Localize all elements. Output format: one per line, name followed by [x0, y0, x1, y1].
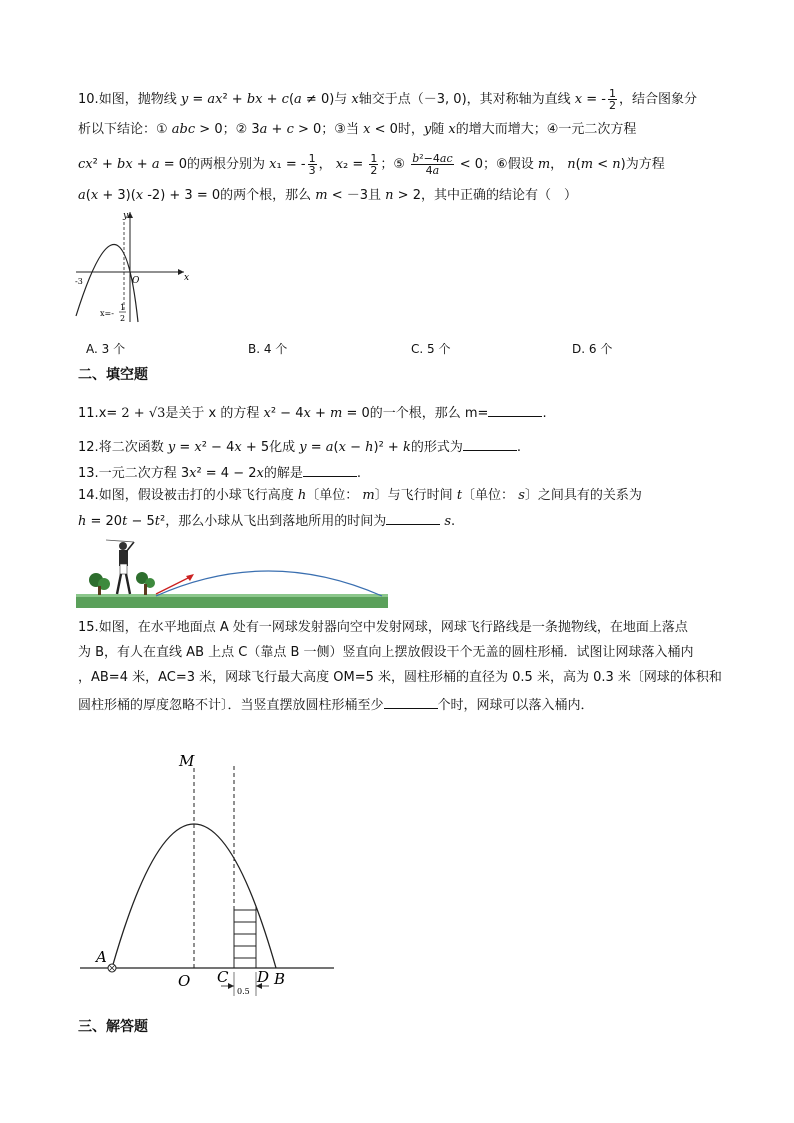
- q14-answer-blank[interactable]: [386, 512, 440, 525]
- label-B: B: [274, 970, 286, 988]
- q10-option-a[interactable]: A. 3 个: [86, 342, 126, 356]
- svg-text:1: 1: [120, 303, 126, 312]
- q10-origin-label: O: [132, 276, 140, 286]
- q10-line-4: a(x + 3)(x -2) + 3 = 0的两个根，那么 m < －3且 n > 2，其中正确的结论有（ ）: [78, 188, 577, 203]
- q10-line-3: cx² + bx + a = 0的两根分别为 x₁ = - $\frac{1}{3}$ ， x₂ = $\frac{1}{2}$ ；⑤ $\frac{\text{b²−4ac}}{4a}$ < 0；⑥假设 m， n(m < n)为方程: [78, 152, 665, 177]
- bucket-stack: [234, 910, 256, 968]
- q15-line-4: 圆柱形桶的厚度忽略不计〕．当竖直摆放圆柱形桶至少 个时，网球可以落入桶内．: [78, 698, 594, 713]
- section-3-title: 三、解答题: [78, 1019, 148, 1035]
- tree-icon: [136, 572, 155, 595]
- q10-line-2: 析以下结论：① abc > 0；② 3a + c > 0；③当 x < 0时，y随 x的增大而增大；④一元二次方程: [78, 122, 637, 137]
- q10-x-axis-label: x: [184, 273, 190, 283]
- q13-text: 13.一元二次方程 3x² = 4 − 2x的解是 .: [78, 466, 362, 481]
- q10-axis-of-symmetry-label: x=-: [100, 309, 114, 318]
- q10-root-label: -3: [75, 277, 83, 286]
- q10-option-d[interactable]: D. 6 个: [572, 342, 613, 356]
- label-width: 0.5: [237, 987, 250, 996]
- q11-text: 11.x= 2 + √3是关于 x 的方程 x² − 4x + m = 0的一个根，那么 m= .: [78, 406, 547, 421]
- q15-line-2: 为 B，有人在直线 AB 上点 C（靠点 B 一侧）竖直向上摆放假设干个无盖的圆柱形桶．试图让网球落入桶内: [78, 645, 694, 660]
- golfer-icon: [106, 540, 134, 594]
- q15-line-3: ，AB=4 米，AC=3 米，网球飞行最大高度 OM=5 米，圆柱形桶的直径为 0.5 米，高为 0.3 米〔网球的体积和: [78, 670, 722, 685]
- q12-text: 12.将二次函数 y = x² − 4x + 5化成 y = a(x − h)² + k的形式为 .: [78, 440, 522, 455]
- q13-answer-blank[interactable]: [303, 464, 357, 477]
- q11-answer-blank[interactable]: [488, 404, 542, 417]
- label-M: M: [179, 752, 195, 770]
- q10-y-axis-label: y: [123, 211, 129, 221]
- q15-parabola-figure: [76, 746, 338, 1000]
- q14-line-1: 14.如图，假设被击打的小球飞行高度 h〔单位： m〕与飞行时间 t〔单位： s〕之间具有的关系为: [78, 488, 642, 503]
- q10-option-c[interactable]: C. 5 个: [411, 342, 451, 356]
- q15-answer-blank[interactable]: [384, 696, 438, 709]
- q10-parabola-graph: [72, 208, 197, 328]
- tree-icon: [89, 573, 110, 595]
- q10-option-b[interactable]: B. 4 个: [248, 342, 288, 356]
- q10-line-1: 10.如图，抛物线 y = ax² + bx + c(a ≠ 0)与 x轴交于点（－3, 0)，其对称轴为直线 x = - $\frac{1}{2}$ ，结合图象分: [78, 87, 697, 112]
- q14-line-2: h = 20t − 5t²，那么小球从飞出到落地所用的时间为 s.: [78, 514, 456, 529]
- section-2-title: 二、填空题: [78, 367, 148, 383]
- svg-text:2: 2: [120, 314, 126, 323]
- label-C: C: [217, 968, 229, 986]
- label-D: D: [257, 968, 270, 986]
- q14-golf-figure: [76, 538, 388, 610]
- label-O: O: [178, 972, 191, 990]
- q12-answer-blank[interactable]: [463, 438, 517, 451]
- label-A: A: [96, 948, 107, 966]
- q15-line-1: 15.如图，在水平地面点 A 处有一网球发射器向空中发射网球，网球飞行路线是一条抛物线，在地面上落点: [78, 620, 688, 635]
